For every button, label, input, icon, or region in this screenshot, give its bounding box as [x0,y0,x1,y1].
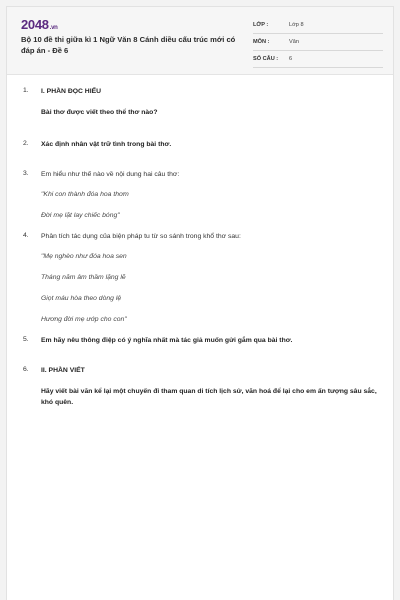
poem-line: Đời mẹ lặt lay chiếc bóng" [41,212,120,219]
meta-row-class [253,17,383,34]
question-text: Xác định nhân vật trữ tình trong bài thơ. [41,141,172,148]
exam-sheet [6,6,394,600]
question-item [21,336,381,345]
poem-line: "Mẹ nghèo như đóa hoa sen [41,253,127,260]
exam-meta [253,17,383,68]
meta-row-subject [253,34,383,51]
document-header [7,7,393,75]
meta-value: 6 [289,56,293,62]
question-number: 5. [23,336,29,343]
question-number: 2. [23,140,29,147]
question-item [21,140,381,149]
question-number: 6. [23,366,29,373]
section-heading: II. PHẦN VIẾT [41,367,85,374]
meta-value: Lớp 8 [289,22,304,28]
poem-line: Hương đời mẹ ướp cho con" [41,316,127,323]
logo-main: 2048 [21,17,49,32]
page-title: Bộ 10 đề thi giữa kì 1 Ngữ Văn 8 Cánh diều cấu trúc mới có đáp án - Đề 6 [21,35,236,55]
question-text: Hãy viết bài văn kể lại một chuyến đi tham quan di tích lịch sử, văn hoá để lại cho em ấn tượng sâu sắc, khó quên. [41,388,377,406]
question-text: Bài thơ được viết theo thể thơ nào? [41,109,158,116]
poem-excerpt [41,190,381,220]
poem-line: "Khi con thành đóa hoa thơm [41,191,129,198]
poem-line: Tháng năm âm thầm lặng lẽ [41,274,126,281]
question-number: 1. [23,87,29,94]
poem-excerpt [41,252,381,324]
question-item [21,232,381,324]
question-number: 3. [23,170,29,177]
site-logo[interactable] [21,17,58,32]
question-text: Em hiểu như thế nào về nội dung hai câu thơ: [41,171,180,178]
question-text: Phân tích tác dụng của biện pháp tu từ so sánh trong khổ thơ sau: [41,233,241,240]
question-number: 4. [23,232,29,239]
question-item [21,87,381,118]
meta-label: SỐ CÂU : [253,56,279,62]
meta-label: LỚP : [253,22,269,28]
question-text: Em hãy nêu thông điệp có ý nghĩa nhất mà tác giả muốn gửi gắm qua bài thơ. [41,337,293,344]
meta-value: Văn [289,39,299,45]
question-item [21,366,381,408]
logo-suffix: .vn [49,25,58,31]
poem-line: Giọt máu hòa theo dòng lệ [41,295,122,302]
section-heading: I. PHẦN ĐỌC HIỂU [41,88,102,95]
meta-label: MÔN : [253,39,270,45]
meta-row-count [253,51,383,68]
question-list [21,87,381,408]
question-item [21,170,381,220]
